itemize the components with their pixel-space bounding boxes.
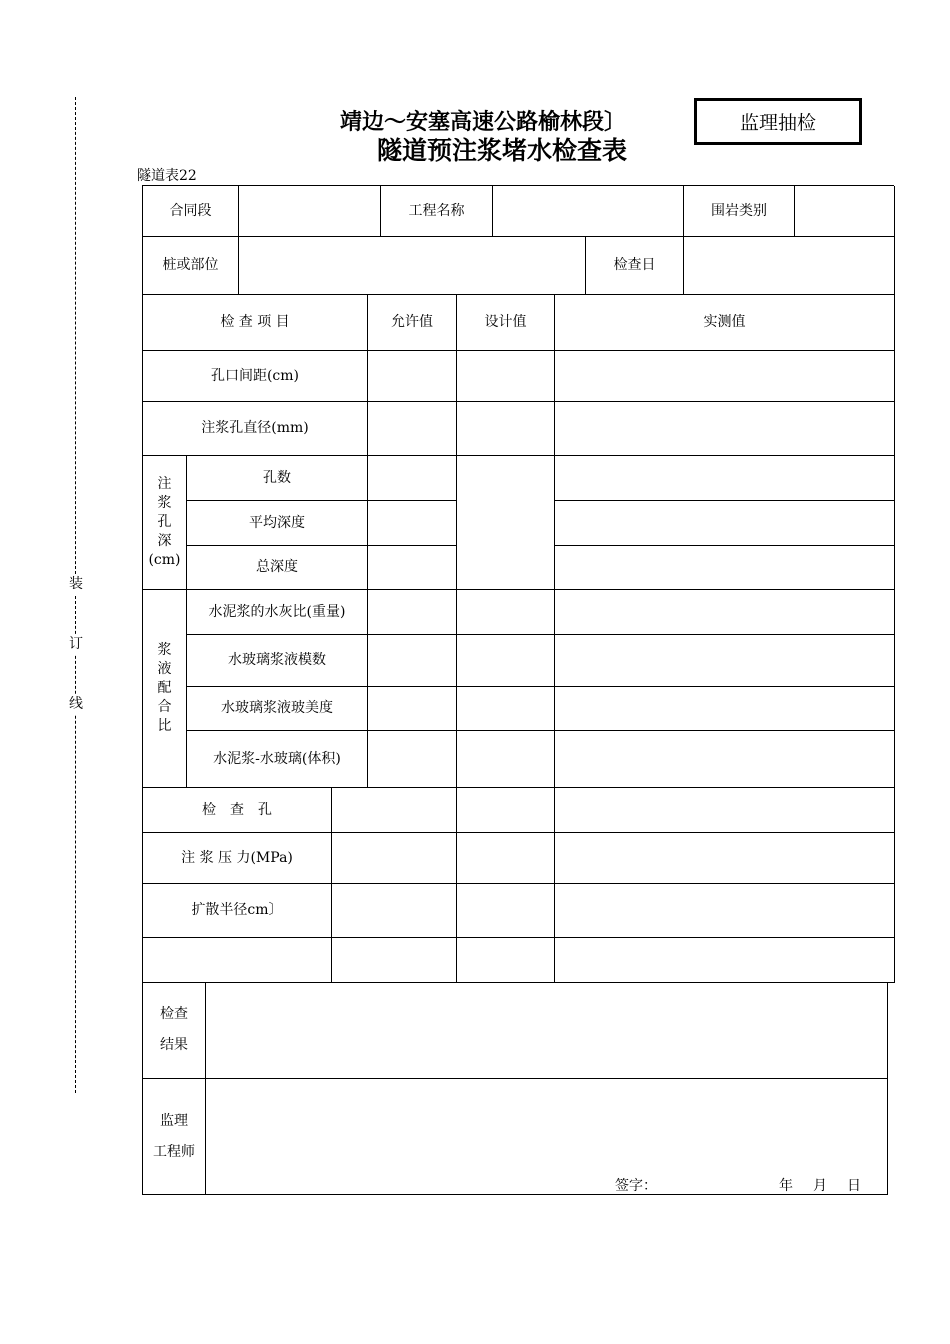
row-hole-count: 孔数 xyxy=(187,456,368,501)
cell-design[interactable] xyxy=(457,687,555,731)
binding-char-xian: 线 xyxy=(62,694,90,714)
cell-allowed[interactable] xyxy=(368,546,457,590)
group-char: 孔 xyxy=(157,514,172,530)
group-char: 深 xyxy=(157,533,172,549)
cell-allowed[interactable] xyxy=(332,938,457,983)
row-cement-glass-ratio: 水泥浆-水玻璃(体积) xyxy=(187,731,368,788)
group-char: 比 xyxy=(157,718,172,734)
contract-value[interactable] xyxy=(239,186,381,237)
result-section xyxy=(142,982,887,1195)
cell-allowed[interactable] xyxy=(332,884,457,938)
group-unit: (cm) xyxy=(148,552,181,568)
cell-design[interactable] xyxy=(457,351,555,402)
cell-allowed[interactable] xyxy=(368,351,457,402)
cell-allowed[interactable] xyxy=(368,402,457,456)
row-avg-depth: 平均深度 xyxy=(187,501,368,546)
group-mix-ratio xyxy=(143,590,187,788)
row-glass-modulus: 水玻璃浆液模数 xyxy=(187,635,368,687)
cell-measured[interactable] xyxy=(555,687,895,731)
cell-design[interactable] xyxy=(457,635,555,687)
cell-allowed[interactable] xyxy=(368,731,457,788)
document-title-line1: 靖边～安塞高速公路榆林段〕 xyxy=(340,110,627,135)
cell-measured[interactable] xyxy=(555,884,895,938)
binding-char-zhuang: 装 xyxy=(62,574,90,594)
station-label: 桩或部位 xyxy=(143,237,239,295)
header-design: 设计值 xyxy=(457,295,555,351)
cell-measured[interactable] xyxy=(555,833,895,884)
cell-allowed[interactable] xyxy=(368,687,457,731)
cell-design[interactable] xyxy=(457,731,555,788)
cell-measured[interactable] xyxy=(555,731,895,788)
station-value[interactable] xyxy=(239,237,586,295)
header-item: 检 查 项 目 xyxy=(143,295,368,351)
row-total-depth: 总深度 xyxy=(187,546,368,590)
rock-label: 围岩类别 xyxy=(684,186,795,237)
day-label: 日 xyxy=(847,1178,861,1194)
form-number: 隧道表22 xyxy=(137,168,197,184)
cell-design[interactable] xyxy=(457,590,555,635)
cell-design[interactable] xyxy=(457,402,555,456)
supervision-stamp: 监理抽检 xyxy=(694,98,862,145)
header-measured: 实测值 xyxy=(555,295,895,351)
contract-label: 合同段 xyxy=(143,186,239,237)
cell-design[interactable] xyxy=(457,788,555,833)
result-value[interactable] xyxy=(206,982,888,1079)
date-value[interactable] xyxy=(684,237,895,295)
group-char: 配 xyxy=(157,680,172,696)
row-check-hole: 检 查 孔 xyxy=(143,788,332,833)
group-char: 浆 xyxy=(157,642,172,658)
date-label: 检查日 xyxy=(586,237,684,295)
cell-allowed[interactable] xyxy=(368,501,457,546)
cell-design-merged[interactable] xyxy=(457,456,555,590)
row-glass-baume: 水玻璃浆液玻美度 xyxy=(187,687,368,731)
cell-design[interactable] xyxy=(457,938,555,983)
cell-design[interactable] xyxy=(457,884,555,938)
engineer-label: 监理 工程师 xyxy=(143,1079,206,1195)
cell-allowed[interactable] xyxy=(368,590,457,635)
cell-allowed[interactable] xyxy=(368,635,457,687)
binding-char-ding: 订 xyxy=(62,634,90,654)
cell-measured[interactable] xyxy=(555,788,895,833)
row-grout-pressure: 注 浆 压 力(MPa) xyxy=(143,833,332,884)
month-label: 月 xyxy=(813,1178,827,1194)
cell-measured[interactable] xyxy=(555,456,895,501)
group-char: 浆 xyxy=(157,495,172,511)
row-wc-ratio: 水泥浆的水灰比(重量) xyxy=(187,590,368,635)
document-title-line2: 隧道预注浆堵水检查表 xyxy=(377,136,628,165)
cell-allowed[interactable] xyxy=(368,456,457,501)
cell-measured[interactable] xyxy=(555,635,895,687)
binding-line xyxy=(75,97,76,1093)
cell-measured[interactable] xyxy=(555,501,895,546)
cell-measured[interactable] xyxy=(555,402,895,456)
cell-allowed[interactable] xyxy=(332,788,457,833)
project-value[interactable] xyxy=(493,186,684,237)
cell-measured[interactable] xyxy=(555,590,895,635)
rock-value[interactable] xyxy=(795,186,895,237)
cell-measured[interactable] xyxy=(555,938,895,983)
group-char: 注 xyxy=(157,476,172,492)
row-hole-spacing: 孔口间距(cm) xyxy=(143,351,368,402)
cell-measured[interactable] xyxy=(555,351,895,402)
signature-row xyxy=(615,1176,861,1196)
cell-design[interactable] xyxy=(457,833,555,884)
sign-label: 签字： xyxy=(615,1178,657,1194)
cell-measured[interactable] xyxy=(555,546,895,590)
group-char: 合 xyxy=(157,699,172,715)
year-label: 年 xyxy=(779,1178,793,1194)
group-hole-depth xyxy=(143,456,187,590)
result-label: 检查 结果 xyxy=(143,982,206,1079)
inspection-table xyxy=(142,185,894,982)
cell-allowed[interactable] xyxy=(332,833,457,884)
group-char: 液 xyxy=(157,661,172,677)
project-label: 工程名称 xyxy=(381,186,493,237)
header-allowed: 允许值 xyxy=(368,295,457,351)
row-spread-radius: 扩散半径cm〕 xyxy=(143,884,332,938)
row-blank[interactable] xyxy=(143,938,332,983)
row-hole-diameter: 注浆孔直径(mm) xyxy=(143,402,368,456)
